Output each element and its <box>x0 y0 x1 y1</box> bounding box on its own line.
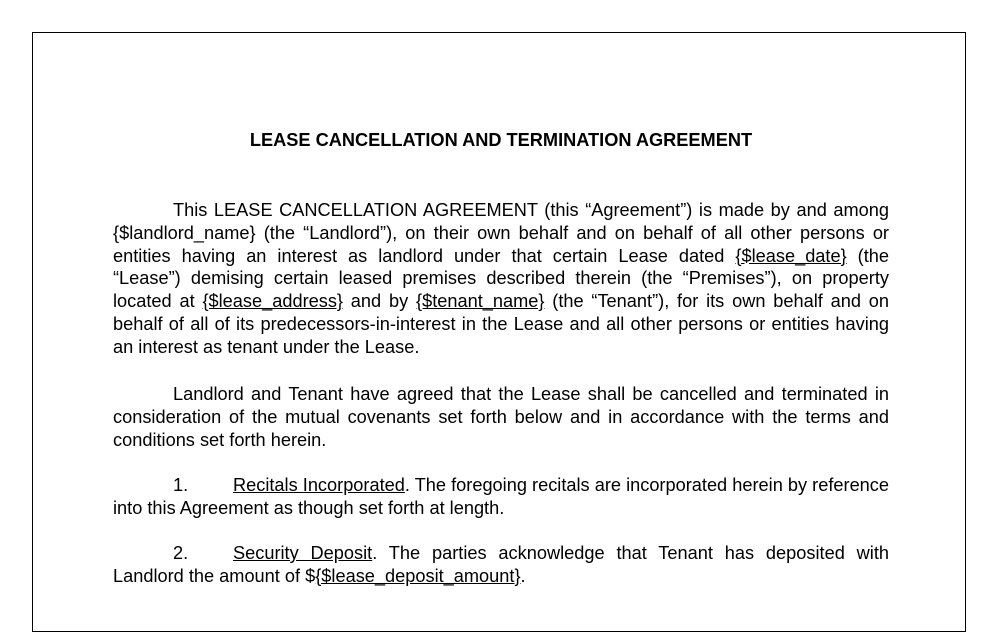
intro-text-4: (the “Tenant”), for its own behalf and on behalf of all of its predecessors-in-interest in the Lease and all other persons or entities having an interest as tenant under the Lease. <box>113 291 890 357</box>
intro-text-1: This LEASE CANCELLATION AGREEMENT (this “Agreement”) is made by and among {$landlord_name} (the “Landlord”), on their own behalf and on behalf of all other persons or entities having an interest as landlord under that certain Lease dated <box>113 200 889 266</box>
section-2-heading: Security Deposit <box>233 543 373 563</box>
recital-text: Landlord and Tenant have agreed that the Lease shall be cancelled and terminated in consideration of the mutual covenants set forth below and in accordance with the terms and conditions set forth herein. <box>113 384 889 450</box>
section-2-text: . The parties acknowledge that Tenant has deposited with Landlord the amount of $ <box>113 543 889 586</box>
recital-paragraph <box>113 383 889 451</box>
section-1-number: 1. <box>173 475 189 495</box>
document-page <box>32 32 966 632</box>
intro-text-3: and by <box>343 291 416 312</box>
document-title: LEASE CANCELLATION AND TERMINATION AGREEMENT <box>249 130 753 150</box>
tenant-name-field: {$tenant_name} <box>416 291 545 312</box>
section-2-text-end: . <box>520 565 526 586</box>
section-1 <box>113 474 889 520</box>
intro-paragraph <box>113 199 889 359</box>
section-1-text: . The foregoing recitals are incorporated herein by reference into this Agreement as though set forth at length. <box>113 475 890 518</box>
section-2-number: 2. <box>173 543 189 563</box>
section-2 <box>113 542 889 588</box>
deposit-amount-field: {$lease_deposit_amount} <box>315 565 521 586</box>
intro-text-2: (the “Lease”) demising certain leased premises described therein (the “Premises”), on property located at <box>113 245 889 312</box>
lease-date-field: {$lease_date} <box>735 245 847 266</box>
lease-address-field: {$lease_address} <box>202 291 343 312</box>
section-1-heading: Recitals Incorporated <box>233 475 405 495</box>
